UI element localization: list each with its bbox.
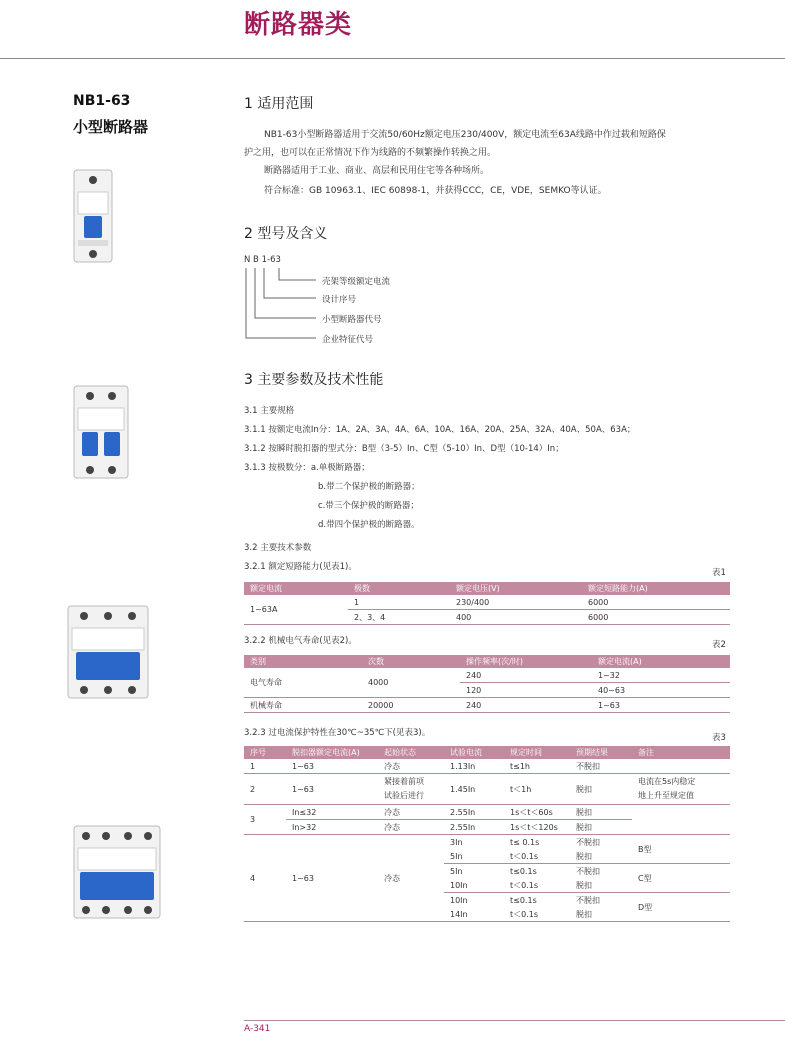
table-3 xyxy=(244,746,730,922)
t3-cell: 10In xyxy=(450,895,468,905)
t3-cell: 不脱扣 xyxy=(576,866,600,876)
section-3-title: 3 主要参数及技术性能 xyxy=(244,372,384,388)
spec-3-2-3: 3.2.3 过电流保护特性在30℃~35℃下(见表3)。 xyxy=(244,728,431,738)
section-1-title: 1 适用范围 xyxy=(244,96,314,112)
t3-cell: 3In xyxy=(450,837,463,847)
breaker-3p-image xyxy=(66,604,150,700)
t2-header-freq: 操作频率(次/时) xyxy=(460,655,592,668)
t3-cell: 2.55In xyxy=(444,805,504,820)
t3-cell: t≤0.1s xyxy=(510,895,537,905)
t3-cell: 脱扣 xyxy=(576,784,592,794)
t3-cell: D型 xyxy=(632,893,730,922)
t3-cell: 地上升至规定值 xyxy=(638,791,694,800)
spec-3-1-3-b: b.带二个保护极的断路器； xyxy=(318,482,420,492)
section-2-title: 2 型号及含义 xyxy=(244,226,328,242)
t3-cell: C型 xyxy=(632,864,730,893)
section-1-para-3: 符合标准：GB 10963.1、IEC 60898-1，并获得CCC，CE，VDE，SEMKO等认证。 xyxy=(264,186,607,196)
table-2-label: 表2 xyxy=(712,640,726,650)
table-1-label: 表1 xyxy=(712,568,726,578)
t3-header: 规定时间 xyxy=(504,746,570,759)
t1-header-current: 额定电流 xyxy=(244,582,348,595)
t3-cell: t＜1h xyxy=(510,784,532,794)
t3-cell xyxy=(632,759,730,774)
t3-cell: t＜0.1s xyxy=(504,878,570,893)
t3-cell: 3 xyxy=(244,805,286,835)
section-1-para-2: 断路器适用于工业、商业、高层和民用住宅等各种场所。 xyxy=(264,166,490,176)
t3-cell: t≤1h xyxy=(510,761,530,771)
t3-cell: 冷态 xyxy=(384,822,400,832)
spec-3-2-1: 3.2.1 额定短路能力(见表1)。 xyxy=(244,562,357,572)
t3-cell: 1~63 xyxy=(292,761,314,771)
t3-cell: 1~63 xyxy=(292,784,314,794)
t3-cell: B型 xyxy=(632,835,730,864)
t2-cat-electric: 电气寿命 xyxy=(244,668,362,698)
t2-header-times: 次数 xyxy=(362,655,460,668)
t2-cell: 1~32 xyxy=(592,668,730,683)
t2-cell: 1~63 xyxy=(598,700,620,710)
header-divider xyxy=(0,58,785,59)
t1-current: 1~63A xyxy=(244,595,348,625)
t1-cell: 6000 xyxy=(582,595,730,610)
t2-cell: 120 xyxy=(460,683,592,698)
t3-cell: 1.13In xyxy=(450,761,476,771)
table-1 xyxy=(244,582,730,625)
t3-cell: 脱扣 xyxy=(576,822,592,832)
spec-3-2-2: 3.2.2 机械电气寿命(见表2)。 xyxy=(244,636,357,646)
breaker-2p-image xyxy=(72,384,130,480)
t3-cell: 脱扣 xyxy=(570,907,632,922)
t1-cell: 1 xyxy=(348,595,450,610)
t3-cell: In≤32 xyxy=(286,805,378,820)
table-2 xyxy=(244,655,730,713)
t2-header-current: 额定电流(A) xyxy=(592,655,730,668)
t3-cell: 脱扣 xyxy=(570,878,632,893)
t1-cell: 400 xyxy=(456,612,472,622)
model-label-2: 设计序号 xyxy=(322,295,357,305)
section-1-para-1b: 护之用，也可以在正常情况下作为线路的不频繁操作转换之用。 xyxy=(244,148,497,158)
t3-cell: 冷态 xyxy=(378,835,444,922)
t3-cell: 4 xyxy=(244,835,286,922)
t3-cell: t≤0.1s xyxy=(510,866,537,876)
t3-cell: 1.45In xyxy=(450,784,476,794)
model-label-3: 小型断路器代号 xyxy=(322,315,382,325)
product-name: 小型断路器 xyxy=(73,118,149,136)
model-code-diagram xyxy=(240,266,320,346)
t3-cell: 冷态 xyxy=(378,805,444,820)
page-title: 断路器类 xyxy=(244,10,353,40)
t3-cell: 14In xyxy=(444,907,504,922)
t3-cell: 不脱扣 xyxy=(576,761,600,771)
t2-times-electric: 4000 xyxy=(362,668,460,698)
breaker-4p-image xyxy=(72,824,162,920)
t3-header: 起始状态 xyxy=(378,746,444,759)
spec-3-1-3-d: d.带四个保护极的断路器。 xyxy=(318,520,420,530)
t3-cell: 冷态 xyxy=(384,761,400,771)
t3-cell: 1s＜t＜60s xyxy=(504,805,570,820)
t3-cell: 电流在5s内稳定 xyxy=(638,777,696,786)
t3-cell: 5In xyxy=(450,866,463,876)
product-model: NB1-63 xyxy=(73,93,131,109)
t3-header: 备注 xyxy=(632,746,730,759)
t3-cell: t＜0.1s xyxy=(504,907,570,922)
t3-cell: 2 xyxy=(250,784,256,794)
t3-header: 脱扣器额定电流(A) xyxy=(286,746,378,759)
t3-header: 预期结果 xyxy=(570,746,632,759)
t1-cell: 2、3、4 xyxy=(354,612,386,622)
t2-header-category: 类别 xyxy=(244,655,362,668)
t3-header: 序号 xyxy=(244,746,286,759)
spec-3-1-2: 3.1.2 按瞬时脱扣器的型式分：B型（3-5）In、C型（5-10）In、D型（10-14）In； xyxy=(244,444,564,454)
t3-cell: 1s＜t＜120s xyxy=(510,822,558,832)
t3-cell: 1 xyxy=(250,761,256,771)
t3-cell: 试验后进行 xyxy=(384,791,424,800)
t1-header-poles: 极数 xyxy=(348,582,450,595)
t2-cat-mechanical: 机械寿命 xyxy=(250,700,282,710)
spec-3-1-3-c: c.带三个保护极的断路器； xyxy=(318,501,419,511)
table-3-label: 表3 xyxy=(712,733,726,743)
t3-cell: 10In xyxy=(444,878,504,893)
spec-3-1-1: 3.1.1 按额定电流In分：1A、2A、3A、4A、6A、10A、16A、20A、25A、32A、40A、50A、63A； xyxy=(244,425,636,435)
t3-cell: In>32 xyxy=(292,822,317,832)
t1-cell: 230/400 xyxy=(450,595,582,610)
t3-cell: 紧接着前项 xyxy=(384,777,424,786)
t1-cell: 6000 xyxy=(588,612,609,622)
breaker-1p-image xyxy=(72,168,114,264)
model-code: N B 1-63 xyxy=(244,255,281,265)
spec-3-1-3: 3.1.3 按极数分：a.单极断路器； xyxy=(244,463,370,473)
t3-cell-empty xyxy=(632,805,730,835)
t3-cell: 不脱扣 xyxy=(576,895,600,905)
t2-cell: 240 xyxy=(460,668,592,683)
t3-header: 试验电流 xyxy=(444,746,504,759)
t1-header-voltage: 额定电压(V) xyxy=(450,582,582,595)
section-1-para-1: NB1-63小型断路器适用于交流50/60Hz额定电压230/400V，额定电流至63A线路中作过载和短路保 xyxy=(264,130,666,140)
t1-header-capacity: 额定短路能力(A) xyxy=(582,582,730,595)
t3-cell: t＜0.1s xyxy=(504,849,570,864)
model-label-4: 企业特征代号 xyxy=(322,335,374,345)
spec-3-1: 3.1 主要规格 xyxy=(244,406,295,416)
t3-cell: 不脱扣 xyxy=(576,837,600,847)
model-label-1: 壳架等级额定电流 xyxy=(322,277,391,287)
t3-cell: 1~63 xyxy=(286,835,378,922)
t2-times-mechanical: 20000 xyxy=(368,700,394,710)
t2-cell: 40~63 xyxy=(592,683,730,698)
t3-cell: 脱扣 xyxy=(570,805,632,820)
spec-3-2: 3.2 主要技术参数 xyxy=(244,543,312,553)
footer-divider xyxy=(244,1020,785,1021)
t2-cell: 240 xyxy=(466,700,482,710)
page-number: A-341 xyxy=(244,1024,271,1034)
t3-cell: 5In xyxy=(444,849,504,864)
t3-cell: t≤ 0.1s xyxy=(510,837,540,847)
t3-cell: 脱扣 xyxy=(570,849,632,864)
t3-cell: 2.55In xyxy=(450,822,476,832)
